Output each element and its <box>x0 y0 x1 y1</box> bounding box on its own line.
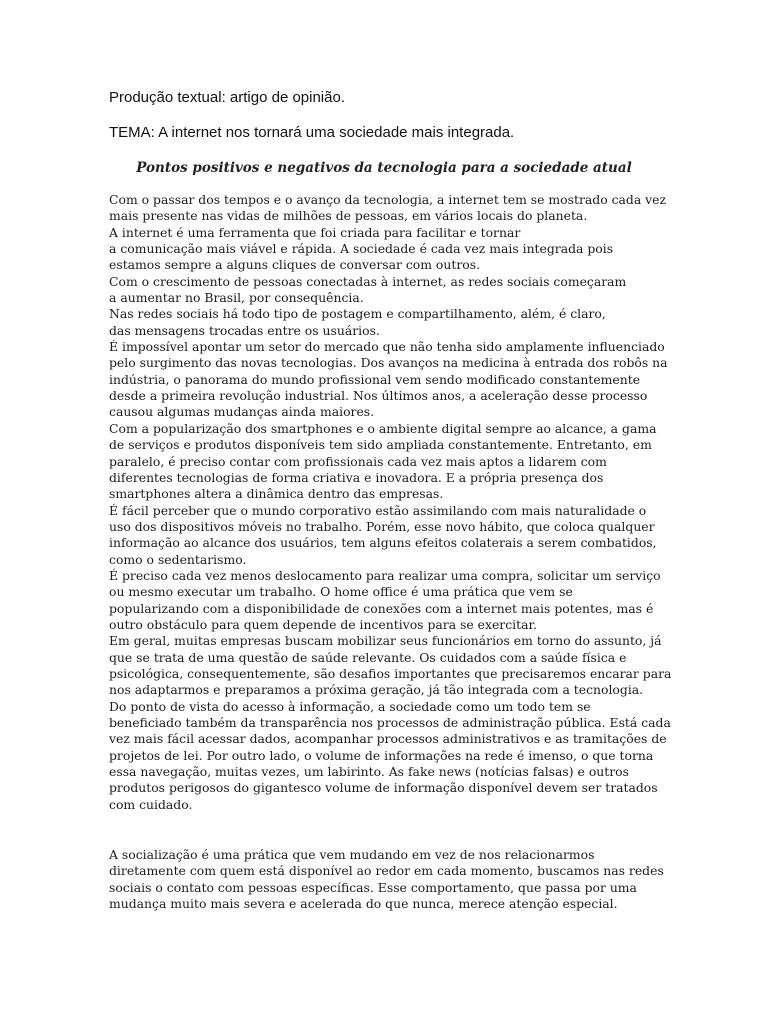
body-line: Nas redes sociais há todo tipo de postagem e compartilhamento, além, é claro, <box>109 306 606 322</box>
section-subtitle: Pontos positivos e negativos da tecnologia para a sociedade atual <box>136 160 632 176</box>
body-line: Em geral, muitas empresas buscam mobilizar seus funcionários em torno do assunto, já <box>109 633 662 649</box>
body-line: A internet é uma ferramenta que foi criada para facilitar e tornar <box>109 224 521 240</box>
body-line: É preciso cada vez menos deslocamento para realizar uma compra, solicitar um serviço <box>109 567 661 583</box>
body-line: Com o passar dos tempos e o avanço da tecnologia, a internet tem se mostrado cada vez <box>109 192 667 207</box>
theme-line: TEMA: A internet nos tornará uma sociedade mais integrada. <box>109 124 515 141</box>
body-line: paralelo, é preciso contar com profissionais cada vez mais aptos a lidarem com <box>109 453 607 469</box>
body-line: ou mesmo executar um trabalho. O home office é uma prática que vem se <box>109 584 573 600</box>
body-line: mais presente nas vidas de milhões de pessoas, em vários locais do planeta. <box>109 208 588 224</box>
body-line: popularizando com a disponibilidade de conexões com a internet mais potentes, mas é <box>109 600 654 616</box>
body-line: a aumentar no Brasil, por consequência. <box>109 290 364 306</box>
body-line: smartphones altera a dinâmica dentro das empresas. <box>109 486 444 502</box>
body-paragraphs <box>109 192 672 813</box>
document-title: Produção textual: artigo de opinião. <box>109 89 345 106</box>
body-line: beneficiado também da transparência nos processos de administração pública. Está cada <box>109 715 671 730</box>
body-line: das mensagens trocadas entre os usuários. <box>109 322 380 338</box>
body-line: projetos de lei. Por outro lado, o volume de informações na rede é imenso, o que torna <box>109 747 654 763</box>
body-line: causou algumas mudanças ainda maiores. <box>109 404 375 420</box>
body-line: Do ponto de vista do acesso à informação, a sociedade como um todo tem se <box>109 698 591 714</box>
body-line: outro obstáculo para quem depende de incentivos para se exercitar. <box>109 616 537 632</box>
final-line: A socialização é uma prática que vem mudando em vez de nos relacionarmos <box>109 847 595 862</box>
body-line: que se trata de uma questão de saúde relevante. Os cuidados com a saúde física e <box>109 649 627 665</box>
body-line: com cuidado. <box>109 796 193 812</box>
body-line: pelo surgimento das novas tecnologias. Dos avanços na medicina à entrada dos robôs na <box>109 355 668 371</box>
body-line: como o sedentarismo. <box>109 551 247 567</box>
final-line: sociais o contato com pessoas específicas. Esse comportamento, que passa por uma <box>109 879 637 895</box>
body-line: psicológica, consequentemente, são desafios importantes que precisaremos encarar para <box>109 665 672 681</box>
final-line: diretamente com quem está disponível ao redor em cada momento, buscamos nas redes <box>109 863 664 879</box>
final-line: mudança muito mais severa e acelerada do que nunca, merece atenção especial. <box>109 896 618 912</box>
body-line: a comunicação mais viável e rápida. A sociedade é cada vez mais integrada pois <box>109 241 614 257</box>
body-line: Com o crescimento de pessoas conectadas à internet, as redes sociais começaram <box>109 273 627 289</box>
body-line: essa navegação, muitas vezes, um labirinto. As fake news (notícias falsas) e outros <box>109 764 629 780</box>
body-line: desde a primeira revolução industrial. Nos últimos anos, a aceleração desse processo <box>109 388 648 404</box>
body-line: É impossível apontar um setor do mercado que não tenha sido amplamente influenciado <box>109 339 665 355</box>
body-line: Com a popularização dos smartphones e o ambiente digital sempre ao alcance, a gama <box>109 420 657 436</box>
final-paragraph <box>109 847 669 912</box>
body-line: diferentes tecnologias de forma criativa e inovadora. E a própria presença dos <box>109 469 604 485</box>
body-line: É fácil perceber que o mundo corporativo estão assimilando com mais naturalidade o <box>109 502 647 518</box>
body-line: uso dos dispositivos móveis no trabalho. Porém, esse novo hábito, que coloca qualquer <box>109 518 655 534</box>
body-line: estamos sempre a alguns cliques de conversar com outros. <box>109 257 481 273</box>
body-line: informação ao alcance dos usuários, tem alguns efeitos colaterais a serem combatidos, <box>109 535 657 551</box>
body-line: indústria, o panorama do mundo profissional vem sendo modificado constantemente <box>109 371 641 387</box>
body-line: nos adaptarmos e preparamos a próxima geração, já tão integrada com a tecnologia. <box>109 682 644 698</box>
body-line: produtos perigosos do gigantesco volume de informação disponível devem ser tratados <box>109 780 658 796</box>
body-line: de serviços e produtos disponíveis tem sido ampliada constantemente. Entretanto, em <box>109 437 652 453</box>
body-line: vez mais fácil acessar dados, acompanhar processos administrativos e as tramitações de <box>109 731 667 747</box>
